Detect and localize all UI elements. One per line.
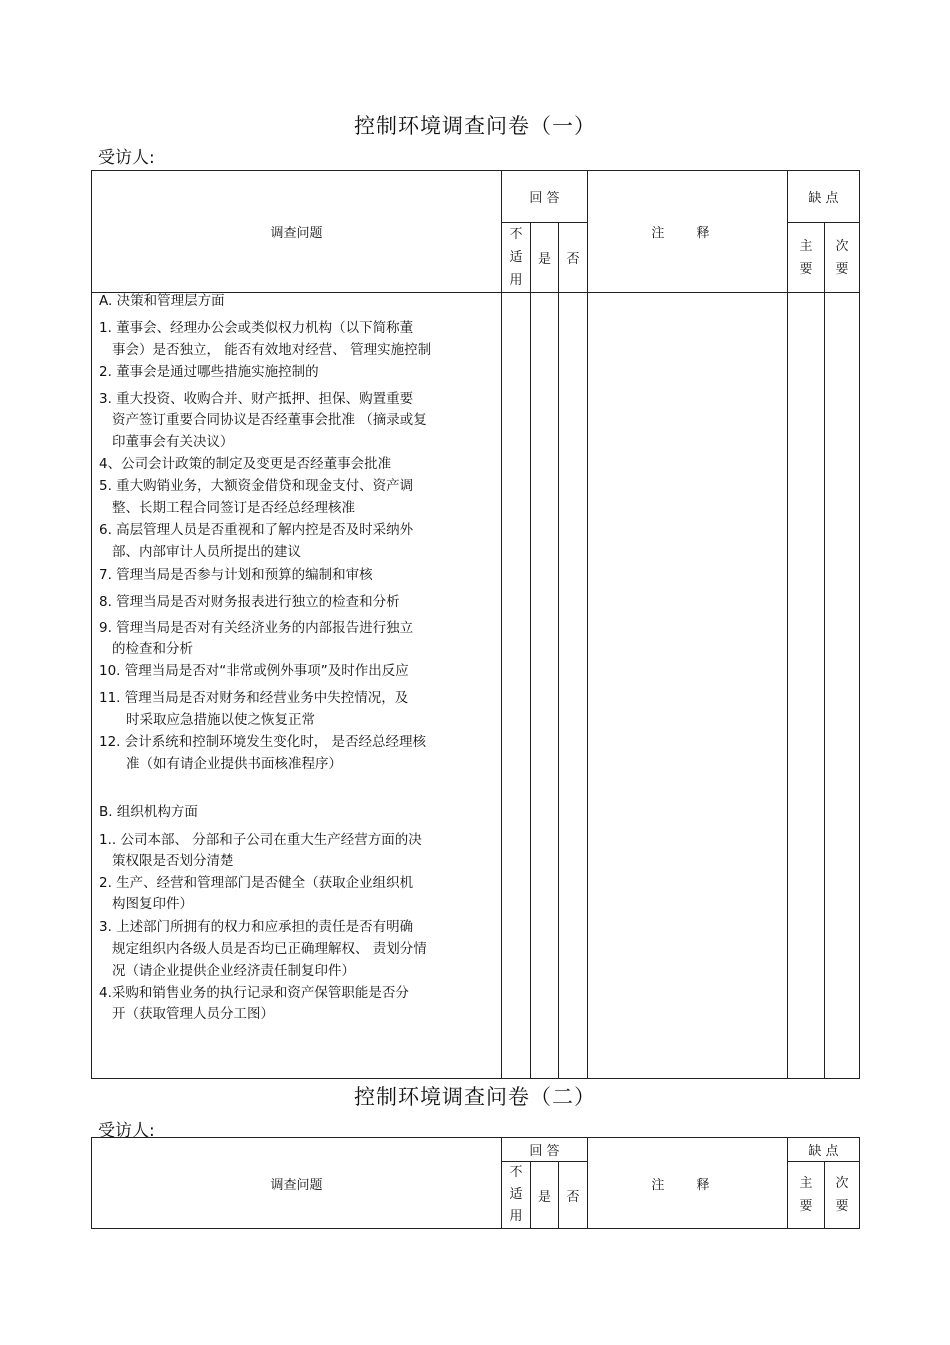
question-text: 整、长期工程合同签订是否经总经理核准 <box>112 500 355 516</box>
no-answer-cell[interactable] <box>559 293 588 1079</box>
question-text: 12. 会计系统和控制环境发生变化时， 是否经总经理核 <box>99 734 427 750</box>
header-yes: 是 <box>531 1162 559 1229</box>
question-text: 资产签订重要合同协议是否经董事会批准 （摘录或复 <box>112 412 427 428</box>
header-answer: 回 答 <box>502 1138 588 1162</box>
header-notes: 注 释 <box>588 171 788 293</box>
header-question: 调查问题 <box>92 171 502 293</box>
header-no: 否 <box>559 1162 588 1229</box>
not-applicable-answer-cell[interactable] <box>502 293 531 1079</box>
question-text: 事会）是否独立， 能否有效地对经营、 管理实施控制 <box>112 342 432 358</box>
question-list <box>92 293 501 1077</box>
question-text: 印董事会有关决议） <box>112 434 234 450</box>
respondent-label-1: 受访人: <box>98 148 155 168</box>
header-answer: 回 答 <box>502 171 588 223</box>
question-text: 构图复印件） <box>112 896 193 912</box>
header-minor: 次 要 <box>825 1162 860 1229</box>
question-list-cell <box>92 293 502 1079</box>
question-text: 4.采购和销售业务的执行记录和资产保管职能是否分 <box>99 985 409 1001</box>
header-defect: 缺 点 <box>788 1138 860 1162</box>
question-text: 1. 董事会、经理办公会或类似权力机构（以下简称董 <box>99 320 414 336</box>
question-text: 6. 高层管理人员是否重视和了解内控是否及时采纳外 <box>99 522 414 538</box>
question-text: 3. 重大投资、收购合并、财产抵押、担保、购置重要 <box>99 391 414 407</box>
header-notes: 注 释 <box>588 1138 788 1229</box>
question-text: 的检查和分析 <box>112 641 193 657</box>
header-yes: 是 <box>531 223 559 293</box>
question-text: 2. 生产、经营和管理部门是否健全（获取企业组织机 <box>99 875 414 891</box>
question-text: 10. 管理当局是否对“非常或例外事项”及时作出反应 <box>99 663 409 679</box>
question-text: 时采取应急措施以使之恢复正常 <box>126 712 315 728</box>
question-text: 准（如有请企业提供书面核准程序） <box>126 756 342 772</box>
header-not-applicable: 不 适 用 <box>502 223 531 293</box>
minor-defect-cell[interactable] <box>825 293 860 1079</box>
section-a-heading: A. 决策和管理层方面 <box>99 293 225 309</box>
header-question: 调查问题 <box>92 1138 502 1229</box>
header-defect: 缺 点 <box>788 171 860 223</box>
questionnaire-2-table <box>91 1137 860 1229</box>
header-major: 主 要 <box>788 1162 825 1229</box>
question-text: 1.. 公司本部、 分部和子公司在重大生产经营方面的决 <box>99 832 422 848</box>
questionnaire-2-title: 控制环境调查问卷（二） <box>354 1085 596 1109</box>
question-text: 8. 管理当局是否对财务报表进行独立的检查和分析 <box>99 594 400 610</box>
question-text: 3. 上述部门所拥有的权力和应承担的责任是否有明确 <box>99 919 414 935</box>
question-text: 11. 管理当局是否对财务和经营业务中失控情况，及 <box>99 690 409 706</box>
question-text: 部、内部审计人员所提出的建议 <box>112 544 301 560</box>
question-text: 2. 董事会是通过哪些措施实施控制的 <box>99 364 319 380</box>
question-text: 9. 管理当局是否对有关经济业务的内部报告进行独立 <box>99 620 414 636</box>
questionnaire-1-title: 控制环境调查问卷（一） <box>354 114 596 138</box>
header-no: 否 <box>559 223 588 293</box>
question-text: 况（请企业提供企业经济责任制复印件） <box>112 963 355 979</box>
major-defect-cell[interactable] <box>788 293 825 1079</box>
header-not-applicable: 不 适 用 <box>502 1162 531 1229</box>
question-text: 7. 管理当局是否参与计划和预算的编制和审核 <box>99 567 373 583</box>
notes-cell[interactable] <box>588 293 788 1079</box>
section-b-heading: B. 组织机构方面 <box>99 804 198 820</box>
yes-answer-cell[interactable] <box>531 293 559 1079</box>
question-text: 5. 重大购销业务，大额资金借贷和现金支付、资产调 <box>99 478 414 494</box>
question-text: 4、公司会计政策的制定及变更是否经董事会批准 <box>99 456 392 472</box>
question-text: 规定组织内各级人员是否均已正确理解权、 责划分情 <box>112 941 427 957</box>
header-minor: 次 要 <box>825 223 860 293</box>
header-major: 主 要 <box>788 223 825 293</box>
respondent-label-2: 受访人: <box>98 1121 155 1141</box>
question-text: 开（获取管理人员分工图） <box>112 1006 274 1022</box>
questionnaire-1-table <box>91 170 860 1079</box>
question-text: 策权限是否划分清楚 <box>112 853 234 869</box>
